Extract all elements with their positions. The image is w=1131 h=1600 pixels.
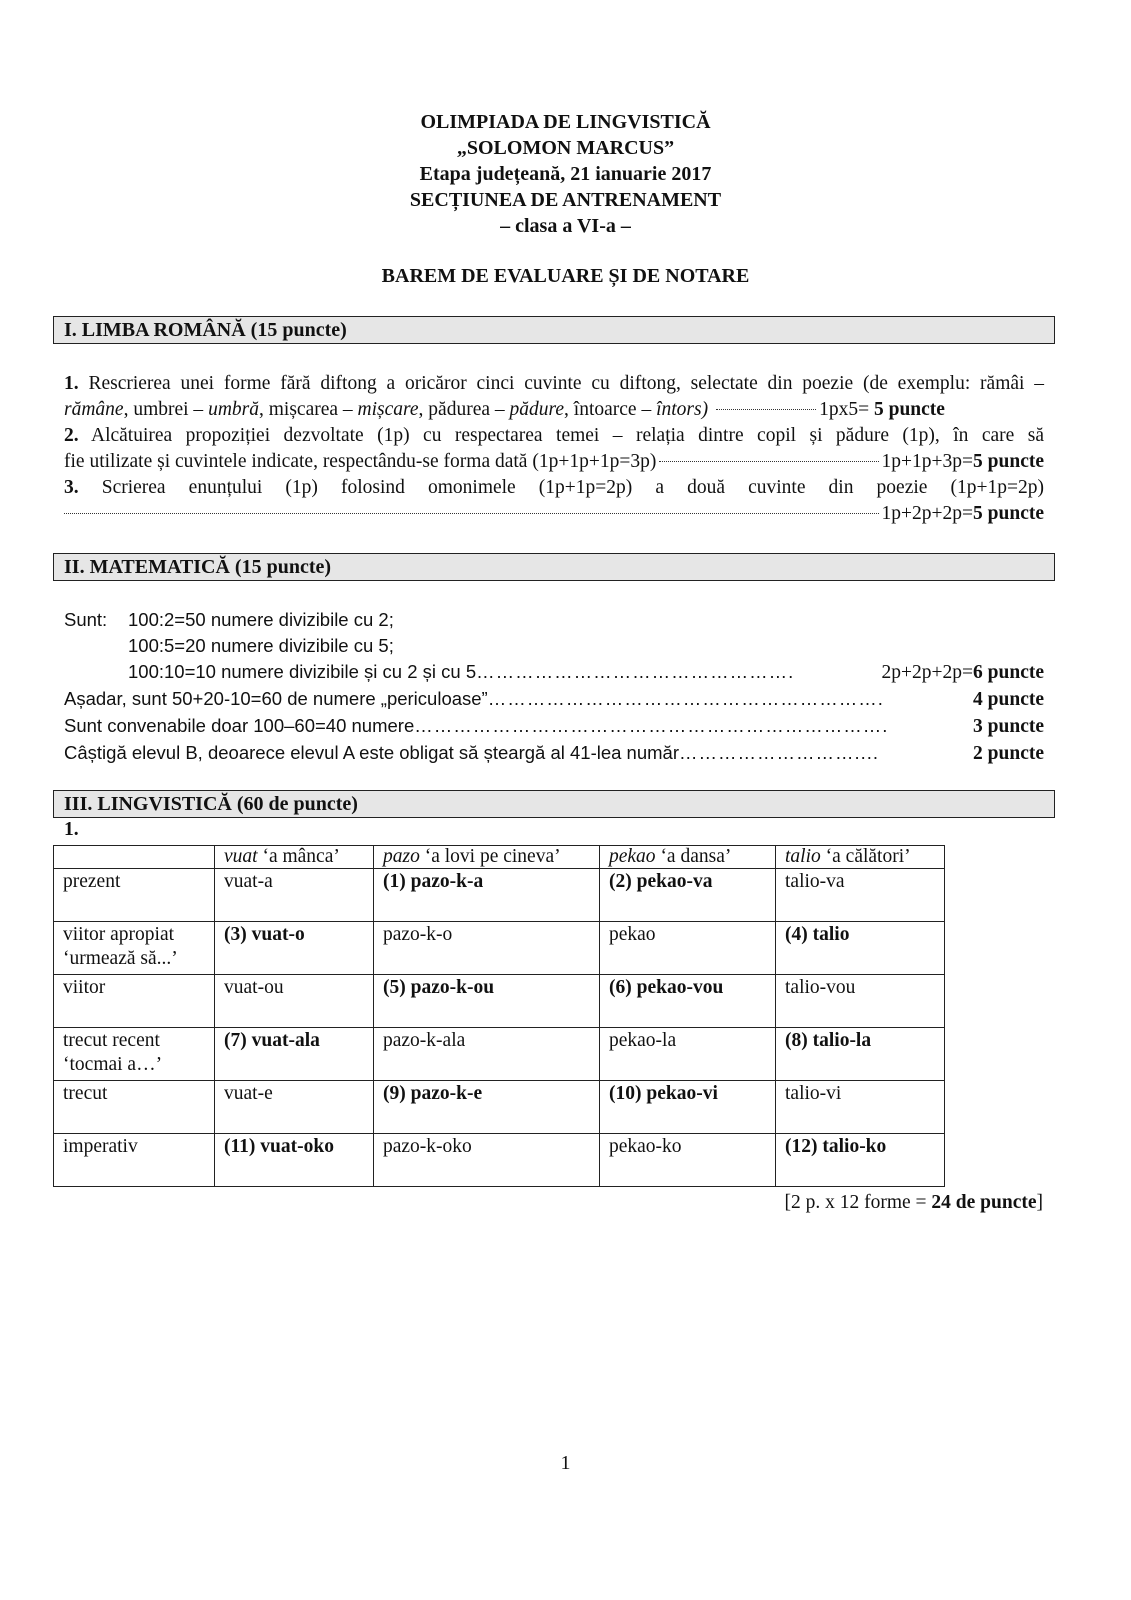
table-cell-answer: (11) vuat-oko (215, 1134, 374, 1187)
table-row (54, 975, 945, 1028)
table-cell: vuat-a (215, 869, 374, 922)
table-row (54, 1028, 945, 1081)
header-line-3: Etapa județeană, 21 ianuarie 2017 (419, 163, 712, 185)
document-subtitle: BAREM DE EVALUARE ȘI DE NOTARE (381, 265, 750, 287)
table-header-row (54, 846, 945, 869)
table-row (54, 869, 945, 922)
table-row (54, 1134, 945, 1187)
subquestion-number: 1. (64, 819, 79, 840)
table-cell-answer: (2) pekao-va (600, 869, 776, 922)
table-cell: pazo-k-o (374, 922, 600, 975)
table-cell-answer: (1) pazo-k-a (374, 869, 600, 922)
table-points-note: [2 p. x 12 forme = 24 de puncte] (784, 1192, 1043, 1213)
column-header: talio ‘a călători’ (776, 846, 945, 869)
section-2-title: II. MATEMATICĂ (15 puncte) (53, 553, 1055, 581)
table-cell-answer: (6) pekao-vou (600, 975, 776, 1028)
column-header: pazo ‘a lovi pe cineva’ (374, 846, 600, 869)
section-3-title: III. LINGVISTICĂ (60 de puncte) (53, 790, 1055, 818)
dot-leader (659, 461, 878, 462)
row-label: trecut (54, 1081, 215, 1134)
math-line-1: Sunt: 100:2=50 numere divizibile cu 2; (64, 609, 394, 630)
row-label: viitor apropiat ‘urmează să...’ (54, 922, 215, 975)
score-item-1: 5 puncte (873, 399, 945, 420)
header-line-1: OLIMPIADA DE LINGVISTICĂ (420, 111, 711, 133)
table-cell-answer: (5) pazo-k-ou (374, 975, 600, 1028)
page-number: 1 (560, 1452, 571, 1474)
score-math-3: 3 puncte (973, 716, 1044, 737)
score-item-3: 5 puncte (973, 503, 1044, 524)
table-cell: pekao-la (600, 1028, 776, 1081)
section-1-title: I. LIMBA ROMÂNĂ (15 puncte) (53, 316, 1055, 344)
table-cell: vuat-e (215, 1081, 374, 1134)
section-1-body (64, 371, 1044, 527)
table-cell: pazo-k-ala (374, 1028, 600, 1081)
column-header: pekao ‘a dansa’ (600, 846, 776, 869)
table-row (54, 1081, 945, 1134)
row-label: imperativ (54, 1134, 215, 1187)
row-label: prezent (54, 869, 215, 922)
table-cell-answer: (4) talio (776, 922, 945, 975)
table-cell-answer: (7) vuat-ala (215, 1028, 374, 1081)
table-cell: talio-vou (776, 975, 945, 1028)
math-line-3: 100:10=10 numere divizibile și cu 2 și cu 5 …………………………………………. 2p+2p+2p= 6 puncte (64, 659, 1044, 686)
table-cell-answer: (3) vuat-o (215, 922, 374, 975)
table-cell: pazo-k-oko (374, 1134, 600, 1187)
column-header: vuat ‘a mânca’ (215, 846, 374, 869)
math-line-4: Așadar, sunt 50+20-10=60 de numere „periculoase” ……………………………………………………. 4 puncte (64, 686, 1044, 713)
table-cell: pekao (600, 922, 776, 975)
section-2-body (64, 607, 1044, 767)
item-2-line-2: fie utilizate și cuvintele indicate, respectându-se forma dată (1p+1p+1p=3p) 1p+1p+3p= 5 puncte (64, 449, 1044, 475)
score-math-1: 6 puncte (973, 662, 1044, 683)
score-math-4: 2 puncte (973, 743, 1044, 764)
table-cell-answer: (9) pazo-k-e (374, 1081, 600, 1134)
item-1-line-1: 1. Rescrierea unei forme fără diftong a oricăror cinci cuvinte cu diftong, selectate din poezie (de exemplu: rămâi – (64, 373, 1044, 394)
item-1-line-2: rămâne , umbrei – umbră , mișcarea – mișcare , pădurea – pădure , întoarce – întors) 1px5= 5 puncte (64, 397, 1044, 423)
item-3-line-1: 3. Scrierea enunțului (1p) folosind omonimele (1p+1p=2p) a două cuvinte din poezie (1p+1p=2p) (64, 477, 1045, 498)
table-cell-answer: (12) talio-ko (776, 1134, 945, 1187)
row-label: viitor (54, 975, 215, 1028)
table-cell: pekao-ko (600, 1134, 776, 1187)
table-row (54, 922, 945, 975)
table-cell: talio-vi (776, 1081, 945, 1134)
item-2-line-1: 2. Alcătuirea propoziției dezvoltate (1p) cu respectarea temei – relația dintre copil și pădure (1p), în care să (64, 425, 1044, 446)
table-cell-answer: (10) pekao-vi (600, 1081, 776, 1134)
header-title (0, 109, 1131, 239)
math-line-5: Sunt convenabile doar 100–60=40 numere ………………………………………………………………. 3 puncte (64, 713, 1044, 740)
math-line-6: Câștigă elevul B, deoarece elevul A este obligat să șteargă al 41-lea număr ……………………….... 2 puncte (64, 740, 1044, 767)
verb-forms-table (53, 845, 945, 1187)
dot-leader (716, 409, 816, 410)
item-3-line-2: 1p+2p+2p= 5 puncte (64, 501, 1044, 527)
row-label: trecut recent ‘tocmai a…’ (54, 1028, 215, 1081)
table-cell-answer: (8) talio-la (776, 1028, 945, 1081)
header-line-2: „SOLOMON MARCUS” (456, 137, 675, 159)
dot-leader (64, 513, 879, 514)
score-math-2: 4 puncte (973, 689, 1044, 710)
table-cell: talio-va (776, 869, 945, 922)
table-corner-cell (54, 846, 215, 869)
table-cell: vuat-ou (215, 975, 374, 1028)
header-line-5: – clasa a VI-a – (500, 215, 631, 237)
score-item-2: 5 puncte (973, 451, 1044, 472)
math-line-2: 100:5=20 numere divizibile cu 5; (128, 635, 394, 656)
header-line-4: SECȚIUNEA DE ANTRENAMENT (409, 189, 722, 211)
